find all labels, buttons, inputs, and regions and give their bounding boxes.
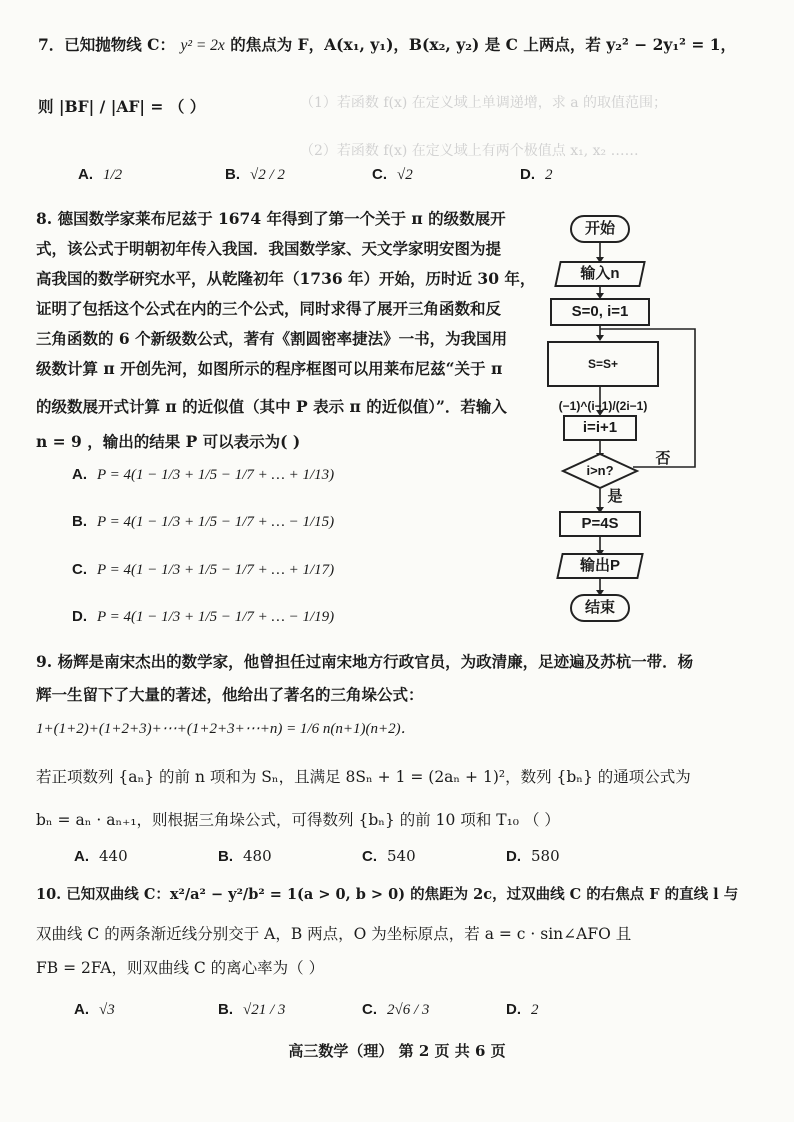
q9-option-a: A. 440 <box>74 847 128 865</box>
q10-option-b: B. √21 / 3 <box>218 1001 286 1018</box>
flow-init: S=0, i=1 <box>550 298 650 326</box>
bleed-through-text: （2）若函数 f(x) 在定义域上有两个极值点 x₁, x₂ …… <box>300 143 639 159</box>
flow-increment: i=i+1 <box>563 415 637 441</box>
q8-line: 证明了包括这个公式在内的三个公式，同时求得了展开三角函数和反 <box>36 299 502 318</box>
page-footer: 高三数学（理） 第 2 页 共 6 页 <box>288 1042 506 1060</box>
q7-option-b: B. √2 / 2 <box>225 166 285 183</box>
q9-line: bₙ = aₙ · aₙ₊₁，则根据三角垛公式，可得数列 {bₙ} 的前 10 项和 T₁₀ （ ） <box>36 811 560 829</box>
q7-stem-continued: 则 |BF| / |AF| = （ ） <box>38 97 206 116</box>
q7-option-c: C. √2 <box>372 166 413 183</box>
q10-line: 10. 已知双曲线 C：x²/a² − y²/b² = 1(a > 0, b > 0) 的焦距为 2c，过双曲线 C 的右焦点 F 的直线 l 与 <box>36 886 739 903</box>
q10-line: 双曲线 C 的两条渐近线分别交于 A，B 两点，O 为坐标原点，若 a = c · sin∠AFO 且 <box>36 925 632 943</box>
q8-line: 式，该公式于明朝初年传入我国．我国数学家、天文学家明安图为提 <box>36 239 502 258</box>
q8-option-d: D. P = 4(1 − 1/3 + 1/5 − 1/7 + … − 1/19) <box>72 608 335 625</box>
q9-line: 辉一生留下了大量的著述，他给出了著名的三角垛公式： <box>36 685 424 704</box>
q7-option-d: D. 2 <box>520 166 553 183</box>
program-flowchart <box>545 205 725 625</box>
q8-line: 高我国的数学研究水平，从乾隆初年（1736 年）开始，历时近 30 年， <box>36 269 536 288</box>
q8-option-c: C. P = 4(1 − 1/3 + 1/5 − 1/7 + … + 1/17) <box>72 561 335 578</box>
q7-stem: 7．已知抛物线 C： y² = 2x 的焦点为 F，A(x₁, y₁)，B(x₂, y₂) 是 C 上两点，若 y₂² − 2y₁² = 1， <box>38 35 737 54</box>
q10-line: FB = 2FA，则双曲线 C 的离心率为（ ） <box>36 959 325 977</box>
flow-start: 开始 <box>570 215 630 243</box>
q9-formula: 1+(1+2)+(1+2+3)+⋯+(1+2+3+⋯+n) = 1/6 n(n+1)(n+2)． <box>36 721 416 737</box>
q8-line: 的级数展开式计算 π 的近似值（其中 P 表示 π 的近似值）”．若输入 <box>36 397 507 416</box>
q8-option-a: A. P = 4(1 − 1/3 + 1/5 − 1/7 + … + 1/13) <box>72 466 335 483</box>
q8-line: 三角函数的 6 个新级数公式，著有《割圆密率捷法》一书，为我国用 <box>36 329 508 348</box>
flow-update: S=S+(−1)^(i−1)/(2i−1) <box>547 341 659 387</box>
flow-yes-label: 是 <box>607 488 623 505</box>
q8-line: 8. 德国数学家莱布尼兹于 1674 年得到了第一个关于 π 的级数展开 <box>36 209 506 228</box>
q9-option-c: C. 540 <box>362 847 416 865</box>
q7-option-a: A. 1/2 <box>78 166 123 183</box>
q8-option-b: B. P = 4(1 − 1/3 + 1/5 − 1/7 + … − 1/15) <box>72 513 335 530</box>
q10-option-c: C. 2√6 / 3 <box>362 1001 430 1018</box>
flow-no-label: 否 <box>655 450 671 467</box>
q9-option-d: D. 580 <box>506 847 560 865</box>
bleed-through-text: （1）若函数 f(x) 在定义域上单调递增，求 a 的取值范围； <box>300 95 668 111</box>
flow-assign: P=4S <box>559 511 641 537</box>
flow-input: 输入n <box>554 261 646 287</box>
flow-end: 结束 <box>570 594 630 622</box>
q8-line: 级数计算 π 开创先河，如图所示的程序框图可以用莱布尼兹“关于 π <box>36 359 503 378</box>
q10-option-d: D. 2 <box>506 1001 539 1018</box>
q9-option-b: B. 480 <box>218 847 272 865</box>
flow-condition: i>n? <box>586 463 614 478</box>
q9-line: 9. 杨辉是南宋杰出的数学家，他曾担任过南宋地方行政官员，为政清廉，足迹遍及苏杭一带．杨 <box>36 652 694 671</box>
flow-output: 输出P <box>556 553 644 579</box>
q10-option-a: A. √3 <box>74 1001 115 1018</box>
q8-line: n = 9 ，输出的结果 P 可以表示为( ) <box>36 432 301 451</box>
q9-line: 若正项数列 {aₙ} 的前 n 项和为 Sₙ，且满足 8Sₙ + 1 = (2aₙ + 1)²，数列 {bₙ} 的通项公式为 <box>36 768 691 786</box>
